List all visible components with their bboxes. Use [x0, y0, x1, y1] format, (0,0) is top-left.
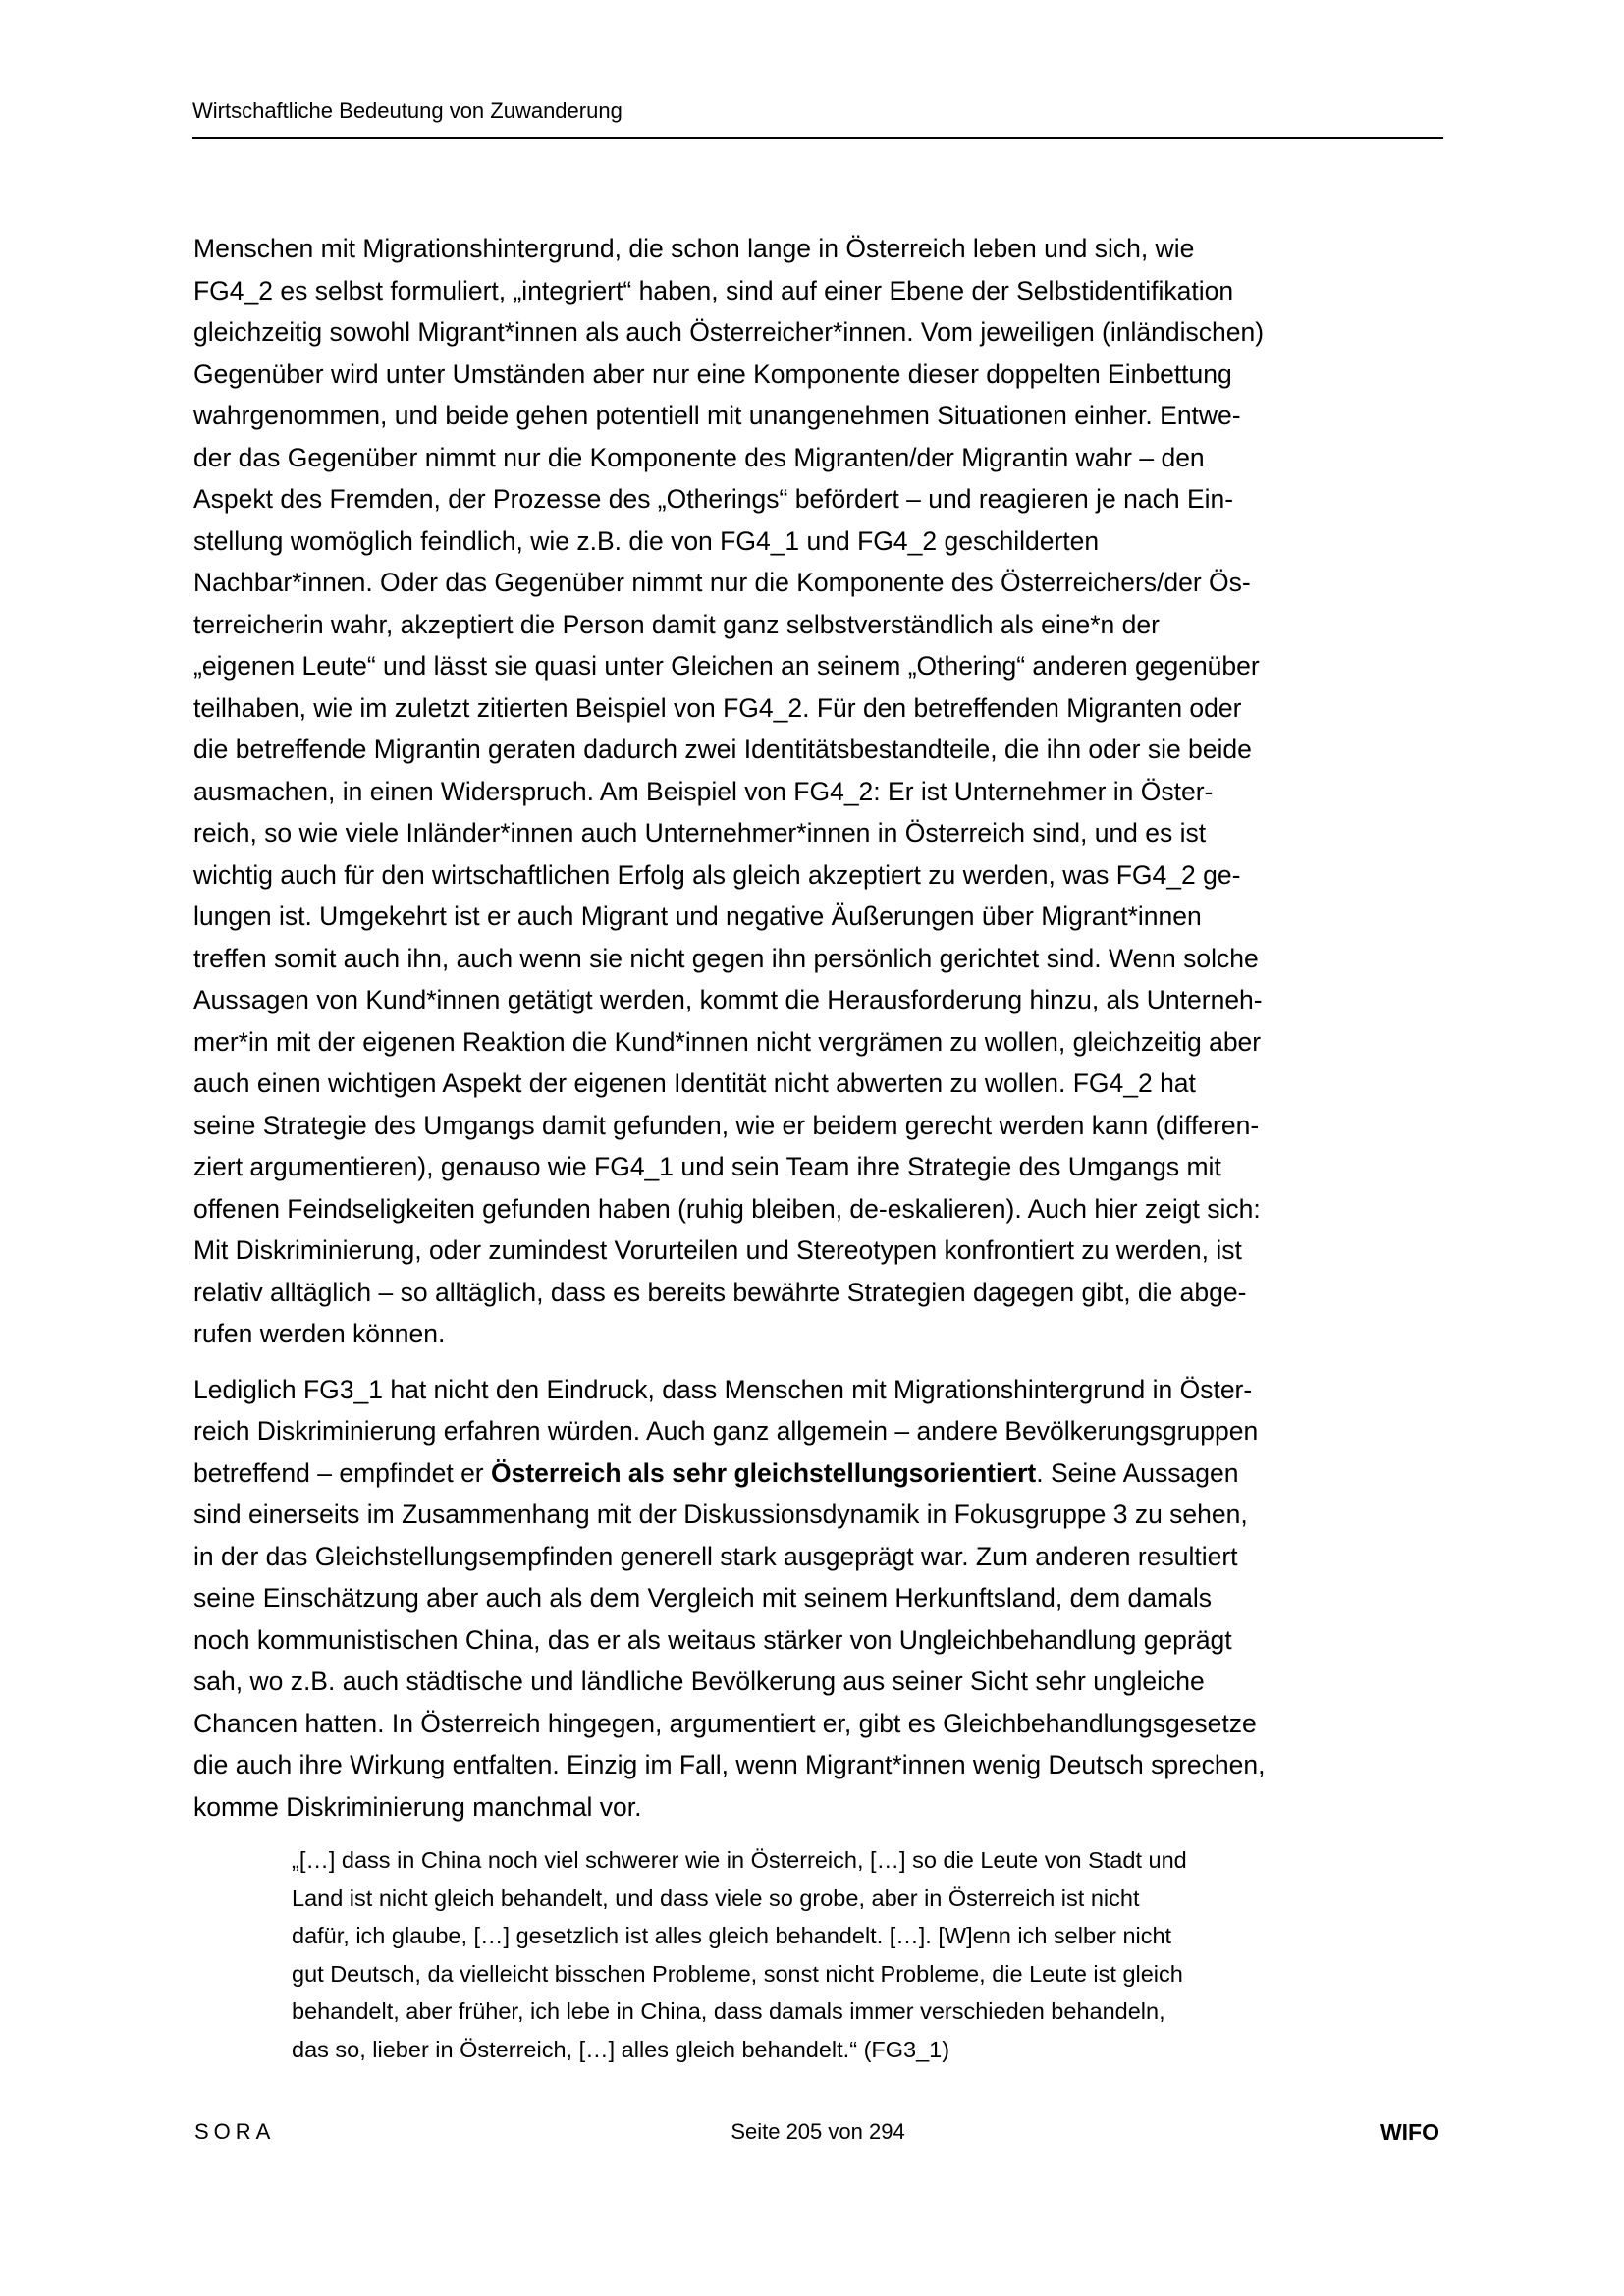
- text-line: komme Diskriminierung manchmal vor.: [193, 1791, 642, 1822]
- text-line: Gegenüber wird unter Umständen aber nur eine Komponente dieser doppelten Einbettung: [193, 358, 1232, 389]
- text-line: Mit Diskriminierung, oder zumindest Vorurteilen und Stereotypen konfrontiert zu werden, ist: [193, 1235, 1242, 1265]
- quote-line: dafür, ich glaube, […] gesetzlich ist alles gleich behandelt. […]. [W]enn ich selber nicht: [292, 1923, 1172, 1948]
- quote-line: „[…] dass in China noch viel schwerer wie in Österreich, […] so die Leute von Stadt und: [292, 1847, 1187, 1873]
- text-line: Menschen mit Migrationshintergrund, die schon lange in Österreich leben und sich, wie: [193, 234, 1195, 263]
- body-paragraph-2: [193, 1369, 1442, 1829]
- text-line: lungen ist. Umgekehrt ist er auch Migrant und negative Äußerungen über Migrant*innen: [193, 902, 1202, 931]
- page-number: Seite 205 von 294: [731, 2119, 905, 2144]
- quote-line: das so, lieber in Österreich, […] alles gleich behandelt.“ (FG3_1): [292, 2036, 950, 2062]
- text-line: wahrgenommen, und beide gehen potentiell mit unangenehmen Situationen einher. Entwe-: [193, 401, 1241, 430]
- text-line: Chancen hatten. In Österreich hingegen, argumentiert er, gibt es Gleichbehandlungsgesetze: [193, 1708, 1257, 1738]
- quote-line: gut Deutsch, da vielleicht bisschen Probleme, sonst nicht Probleme, die Leute ist gleich: [292, 1960, 1183, 1987]
- text-line: „eigenen Leute“ und lässt sie quasi unter Gleichen an seinem „Othering“ anderen gegenüber: [193, 651, 1260, 681]
- text-line: gleichzeitig sowohl Migrant*innen als auch Österreicher*innen. Vom jeweiligen (inländischen): [193, 317, 1265, 347]
- text-line: noch kommunistischen China, das er als weitaus stärker von Ungleichbehandlung geprägt: [193, 1624, 1232, 1655]
- text-segment: . Seine Aussagen: [1036, 1457, 1239, 1488]
- text-line: Aspekt des Fremden, der Prozesse des „Otherings“ befördert – und reagieren je nach Ein-: [193, 484, 1234, 514]
- text-line: in der das Gleichstellungsempfinden generell stark ausgeprägt war. Zum anderen resultiert: [193, 1541, 1238, 1571]
- text-line: reich Diskriminierung erfahren würden. Auch ganz allgemein – andere Bevölkerungsgruppen: [193, 1416, 1259, 1446]
- text-line: sah, wo z.B. auch städtische und ländliche Bevölkerung aus seiner Sicht sehr ungleiche: [193, 1667, 1205, 1696]
- interview-quote: [292, 1841, 1342, 2068]
- quote-line: behandelt, aber früher, ich lebe in China, dass damals immer verschieden behandeln,: [292, 1998, 1165, 2024]
- quote-line: Land ist nicht gleich behandelt, und dass viele so grobe, aber in Österreich ist nicht: [292, 1885, 1140, 1911]
- text-line: teilhaben, wie im zuletzt zitierten Beispiel von FG4_2. Für den betreffenden Migranten oder: [193, 692, 1242, 723]
- text-line: relativ alltäglich – so alltäglich, dass es bereits bewährte Strategien dagegen gibt, die abge-: [193, 1277, 1247, 1307]
- text-line: ziert argumentieren), genauso wie FG4_1 und sein Team ihre Strategie des Umgangs mit: [193, 1152, 1221, 1181]
- text-line: reich, so wie viele Inländer*innen auch Unternehmer*innen in Österreich sind, und es ist: [193, 818, 1207, 847]
- text-line: offenen Feindseligkeiten gefunden haben (ruhig bleiben, de-eskalieren). Auch hier zeigt sich:: [193, 1193, 1261, 1224]
- text-line: rufen werden können.: [193, 1319, 446, 1348]
- text-line: Aussagen von Kund*innen getätigt werden, kommt die Herausforderung hinzu, als Unterneh-: [193, 985, 1263, 1014]
- text-line: seine Strategie des Umgangs damit gefunden, wie er beidem gerecht werden kann (differen-: [193, 1110, 1260, 1140]
- text-line: der das Gegenüber nimmt nur die Komponente des Migranten/der Migrantin wahr – den: [193, 442, 1205, 472]
- text-line: die auch ihre Wirkung entfalten. Einzig im Fall, wenn Migrant*innen wenig Deutsch sprechen,: [193, 1750, 1266, 1779]
- text-segment: betreffend – empfindet er: [193, 1457, 491, 1488]
- text-line: die betreffende Migrantin geraten dadurch zwei Identitätsbestandteile, die ihn oder sie beide: [193, 735, 1252, 764]
- text-line: seine Einschätzung aber auch als dem Vergleich mit seinem Herkunftsland, dem damals: [193, 1583, 1212, 1613]
- text-line: Nachbar*innen. Oder das Gegenüber nimmt nur die Komponente des Österreichers/der Ös-: [193, 568, 1251, 597]
- page-content: [193, 228, 1442, 2068]
- body-paragraph-1: [193, 228, 1442, 1355]
- header-title: Wirtschaftliche Bedeutung von Zuwanderung: [192, 98, 623, 123]
- text-line: mer*in mit der eigenen Reaktion die Kund*innen nicht vergrämen zu wollen, gleichzeitig aber: [193, 1026, 1262, 1057]
- text-line: sind einerseits im Zusammenhang mit der Diskussionsdynamik in Fokusgruppe 3 zu sehen,: [193, 1500, 1248, 1529]
- page-footer: [192, 2115, 1443, 2149]
- text-line: treffen somit auch ihn, auch wenn sie nicht gegen ihn persönlich gerichtet sind. Wenn solche: [193, 943, 1259, 973]
- text-line: FG4_2 es selbst formuliert, „integriert“ haben, sind auf einer Ebene der Selbstidentifikation: [193, 275, 1234, 305]
- text-line: stellung womöglich feindlich, wie z.B. die von FG4_1 und FG4_2 geschilderten: [193, 525, 1100, 556]
- text-line: Lediglich FG3_1 hat nicht den Eindruck, dass Menschen mit Migrationshintergrund in Öster-: [193, 1374, 1253, 1404]
- text-line: terreicherin wahr, akzeptiert die Person damit ganz selbstverständlich als eine*n der: [193, 609, 1160, 639]
- footer-logo: WIFO: [1380, 2119, 1439, 2145]
- text-line: wichtig auch für den wirtschaftlichen Erfolg als gleich akzeptiert zu werden, was FG4_2 ge-: [193, 859, 1241, 890]
- footer-organization: SORA: [194, 2119, 276, 2144]
- text-line: auch einen wichtigen Aspekt der eigenen Identität nicht abwerten zu wollen. FG4_2 hat: [193, 1068, 1196, 1098]
- emphasis-text: Österreich als sehr gleichstellungsorientiert: [491, 1457, 1037, 1488]
- text-line-with-emphasis: [193, 1452, 1442, 1495]
- page-header: [192, 96, 1443, 139]
- text-line: ausmachen, in einen Widerspruch. Am Beispiel von FG4_2: Er ist Unternehmer in Öster-: [193, 776, 1214, 806]
